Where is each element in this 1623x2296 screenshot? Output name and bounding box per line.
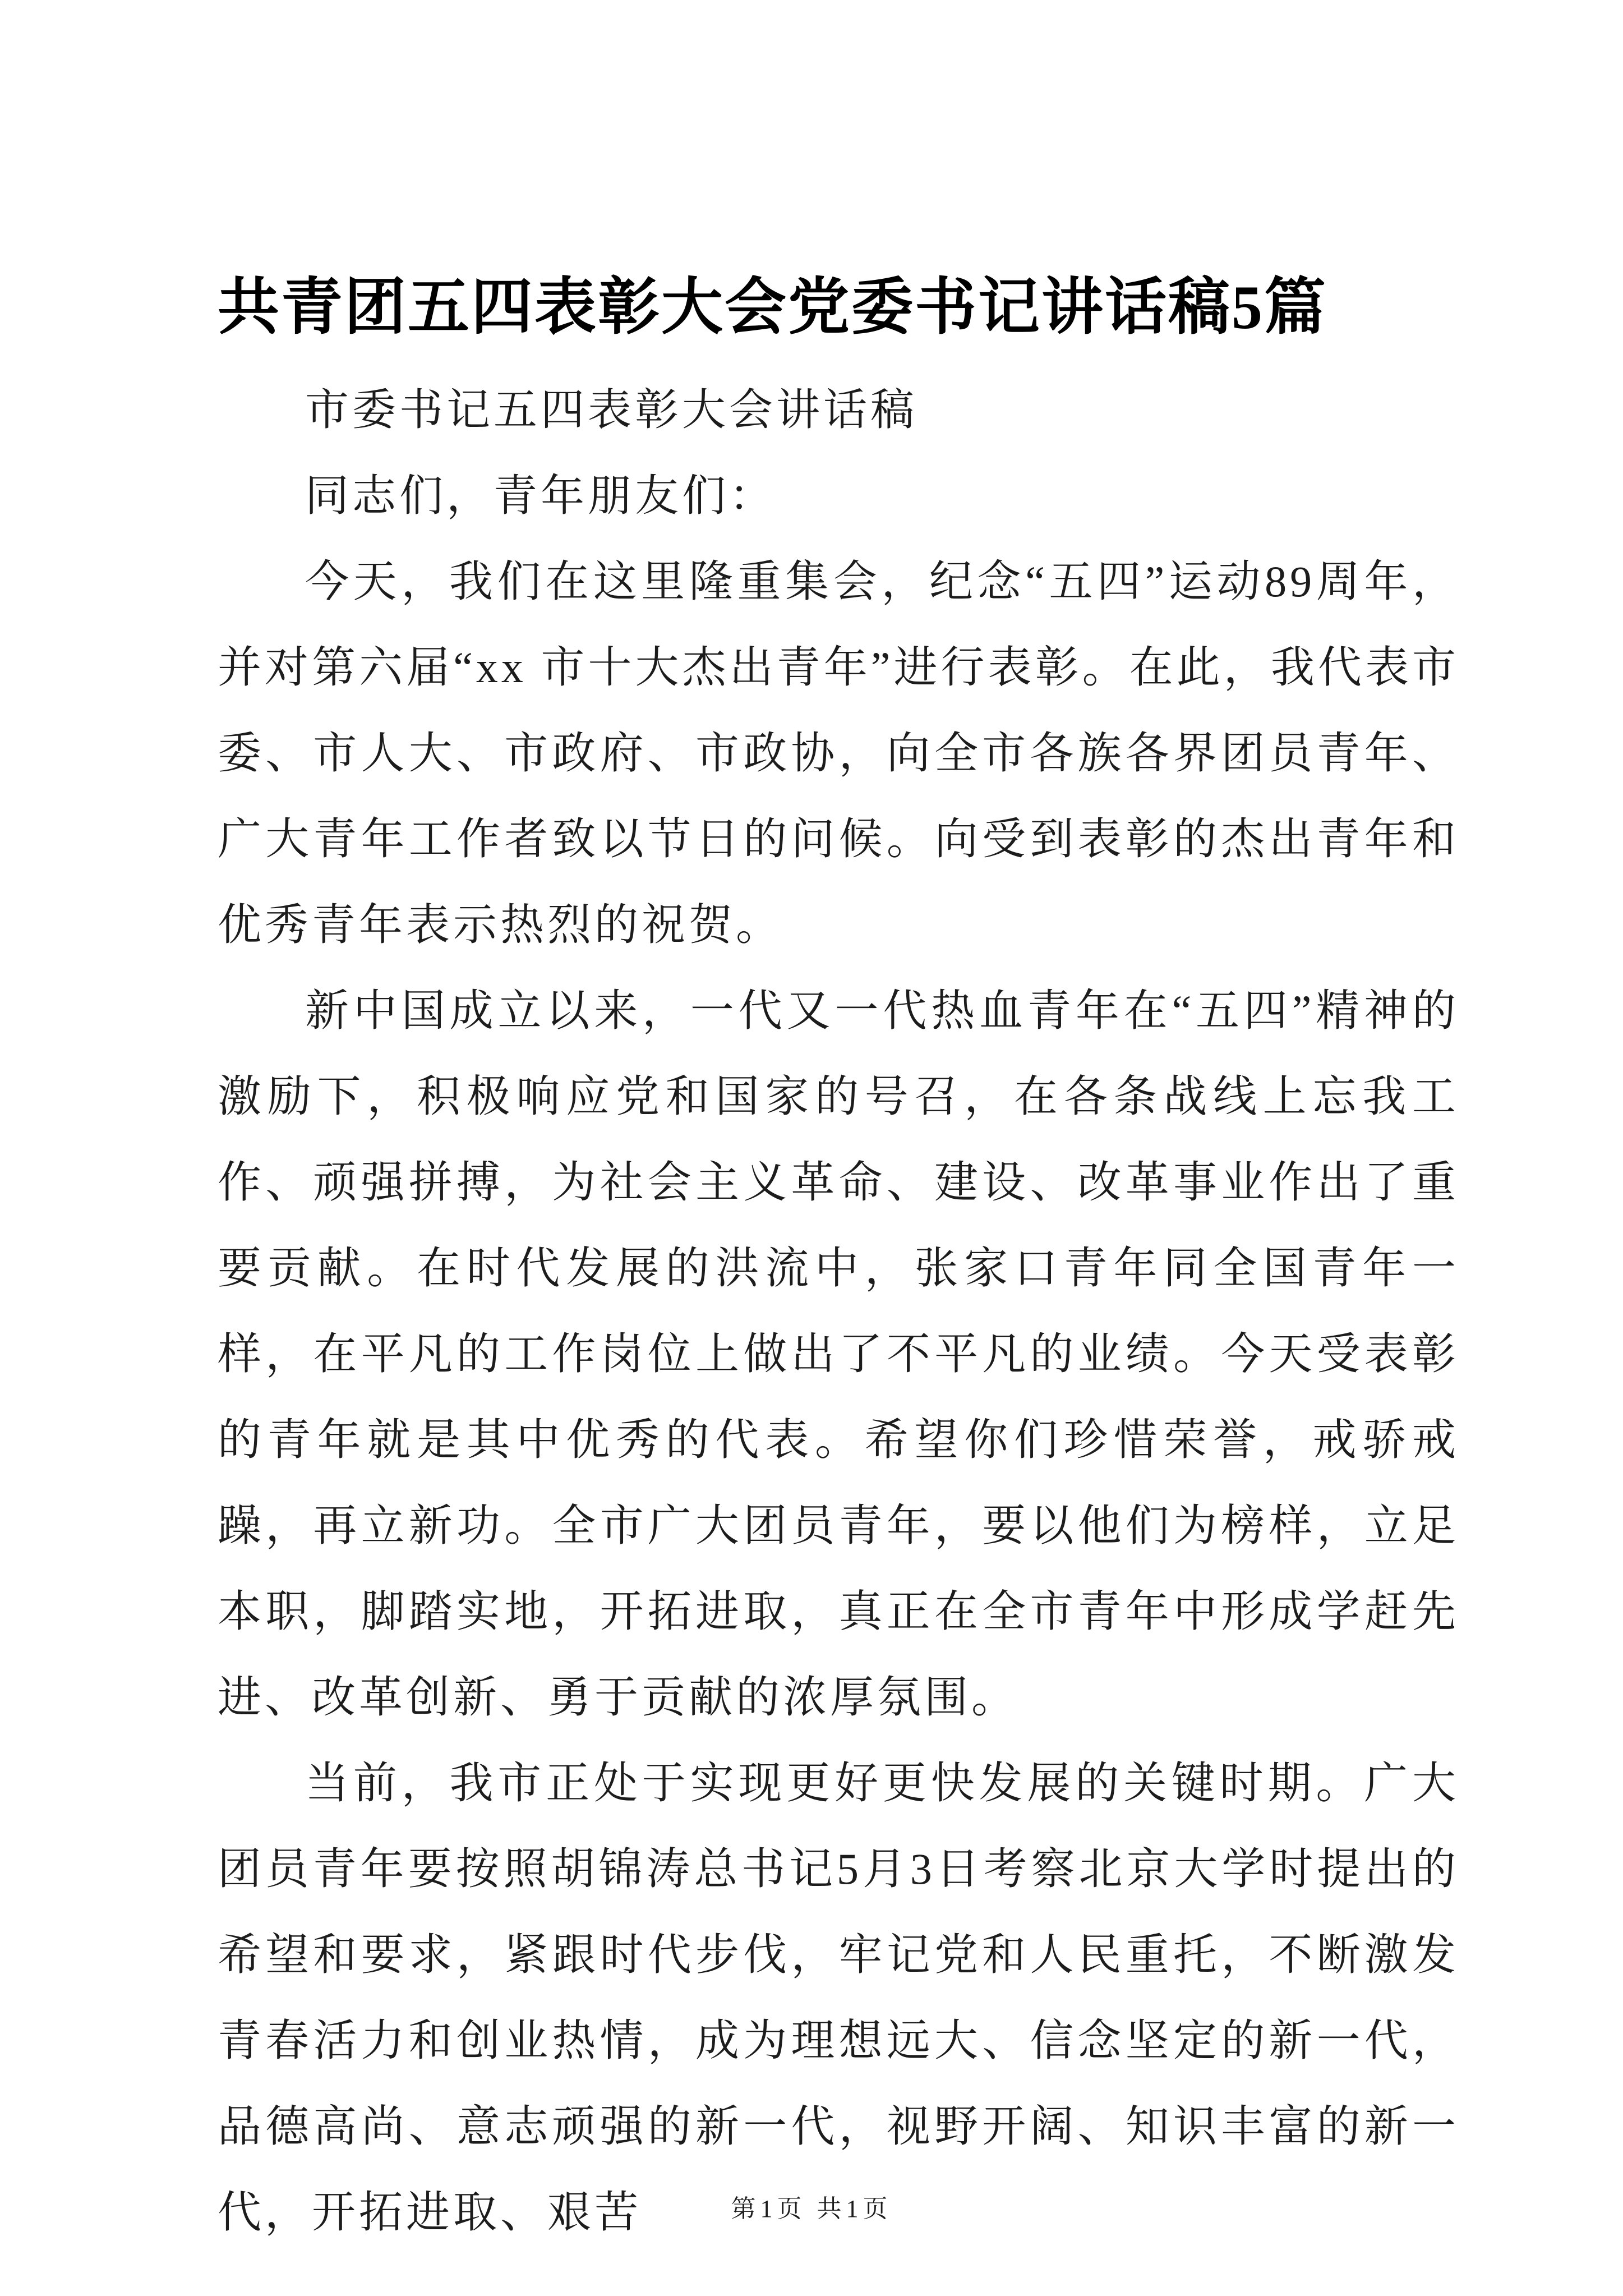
paragraph-salutation: 同志们，青年朋友们：: [305, 471, 777, 520]
paragraph-body-2: 新中国成立以来，一代又一代热血青年在“五四”精神的激励下，积极响应党和国家的号召，在各条战线上忘我工作、顽强拼搏，为社会主义革命、建设、改革事业作出了重要贡献。在时代发展的洪流中，张家口青年同全国青年一样，在平凡的工作岗位上做出了不平凡的业绩。今天受表彰的青年就是其中优秀的代表。希望你们珍惜荣誉，戒骄戒躁，再立新功。全市广大团员青年，要以他们为榜样，立足本职，脚踏实地，开拓进取，真正在全市青年中形成学赶先进、改革创新、勇于贡献的浓厚氛围。: [218, 986, 1459, 1722]
paragraph-subtitle: 市委书记五四表彰大会讲话稿: [305, 385, 918, 434]
paragraph-body-3: 当前，我市正处于实现更好更快发展的关键时期。广大团员青年要按照胡锦涛总书记5月3日考察北京大学时提出的希望和要求，紧跟时代步伐，牢记党和人民重托，不断激发青春活力和创业热情，成为理想远大、信念坚定的新一代，品德高尚、意志顽强的新一代，视野开阔、知识丰富的新一代，开拓进取、艰苦: [218, 1759, 1459, 2237]
document-title: 共青团五四表彰大会党委书记讲话稿5篇: [218, 273, 1327, 342]
paragraph-body-1: 今天，我们在这里隆重集会，纪念“五四”运动89周年，并对第六届“xx 市十大杰出青年”进行表彰。在此，我代表市委、市人大、市政府、市政协，向全市各族各界团员青年、广大青年工作者致以节日的问候。向受到表彰的杰出青年和优秀青年表示热烈的祝贺。: [218, 557, 1459, 949]
page-footer: 第1页 共1页: [731, 2195, 892, 2223]
